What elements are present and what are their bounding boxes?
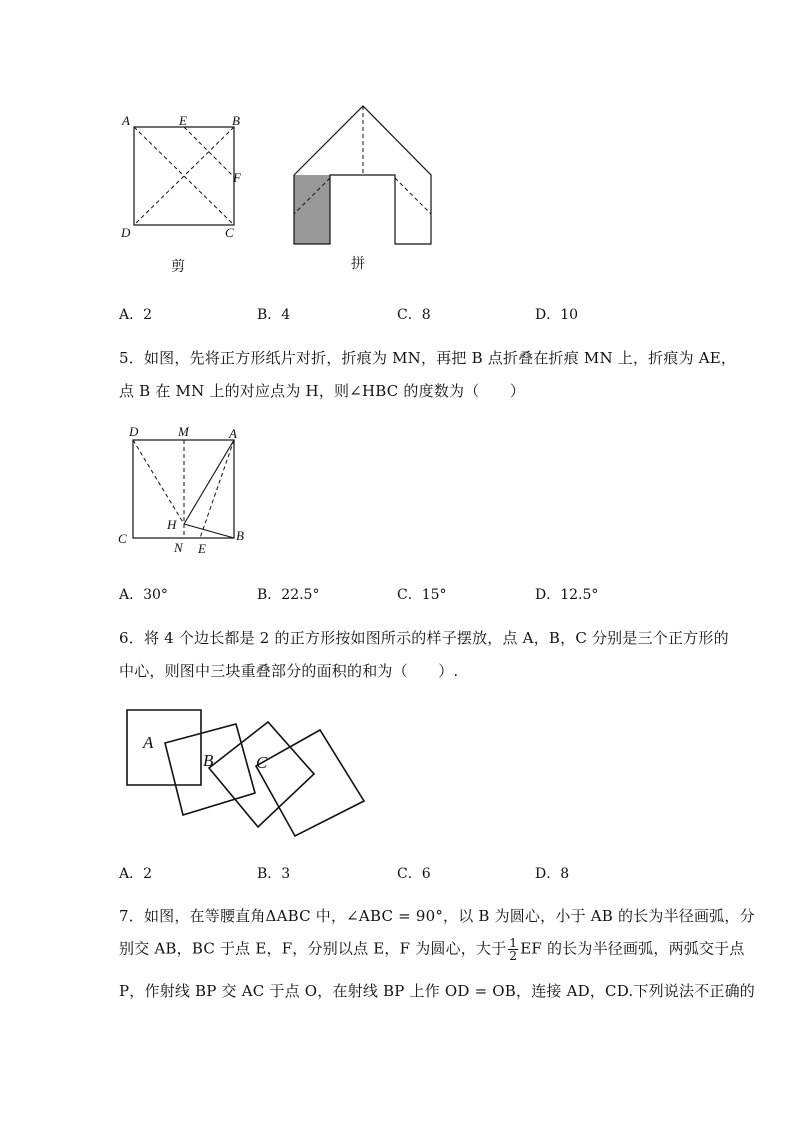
label-b: B: [203, 751, 214, 770]
q5-option-c: C．15°: [397, 587, 447, 603]
label-m: M: [178, 424, 189, 439]
q5-option-d: D．12.5°: [535, 587, 599, 603]
q4-option-c: C．8: [397, 307, 431, 323]
label-b: B: [232, 113, 240, 128]
label-n: N: [174, 540, 183, 555]
q5-line-1: 5．如图，先将正方形纸片对折，折痕为 MN，再把 B 点折叠在折痕 MN 上，折痕为 AE，: [119, 349, 737, 367]
caption-cut: 剪: [171, 259, 185, 275]
fraction-numerator: 1: [509, 936, 518, 950]
label-c: C: [256, 753, 268, 772]
q5-option-b: B．22.5°: [257, 587, 320, 603]
label-d: D: [129, 424, 139, 439]
q4-option-a: A．2: [119, 307, 153, 323]
caption-assemble: 拼: [351, 256, 365, 272]
label-a: A: [143, 733, 154, 752]
label-c: C: [225, 225, 234, 240]
label-f: F: [233, 170, 241, 185]
q7-line-2: [119, 937, 745, 962]
figure-q5-fold: [112, 420, 262, 560]
q4-option-b: B．4: [257, 307, 291, 323]
q6-line-2: 中心，则图中三块重叠部分的面积的和为（ ）.: [119, 662, 459, 680]
q7-line-2-end: EF 的长为半径画弧，两弧交于点: [520, 939, 745, 958]
q7-line-2-start: 别交 AB，BC 于点 E，F，分别以点 E，F 为圆心，大于: [119, 939, 507, 958]
fraction-one-half: [508, 937, 518, 962]
q7-line-3: P，作射线 BP 交 AC 于点 O，在射线 BP 上作 OD = OB，连接 AD，CD.下列说法不正确的: [119, 982, 755, 1000]
label-a: A: [229, 426, 237, 441]
q5-option-a: A．30°: [119, 587, 168, 603]
shaded-piece: [294, 175, 330, 244]
label-c: C: [118, 531, 127, 546]
figure-square-cut: [110, 108, 260, 278]
q6-option-c: C．6: [397, 866, 431, 882]
label-e: E: [198, 541, 206, 556]
q5-line-2: 点 B 在 MN 上的对应点为 H，则∠HBC 的度数为（ ）: [119, 382, 526, 400]
figure-q6-squares: [118, 700, 378, 850]
figure-assembled: [285, 100, 445, 275]
fraction-denominator: 2: [509, 949, 518, 963]
q7-line-1: 7．如图，在等腰直角ΔABC 中，∠ABC = 90°，以 B 为圆心，小于 AB 的长为半径画弧，分: [119, 907, 755, 925]
q6-option-d: D．8: [535, 866, 570, 882]
label-d: D: [121, 225, 131, 240]
label-b: B: [236, 528, 244, 543]
q6-option-b: B．3: [257, 866, 291, 882]
q6-line-1: 6．将 4 个边长都是 2 的正方形按如图所示的样子摆放，点 A，B，C 分别是三个正方形的: [119, 629, 729, 647]
q4-option-d: D．10: [535, 307, 579, 323]
label-h: H: [167, 517, 177, 532]
q6-option-a: A．2: [119, 866, 153, 882]
label-e: E: [179, 113, 187, 128]
label-a: A: [122, 113, 130, 128]
